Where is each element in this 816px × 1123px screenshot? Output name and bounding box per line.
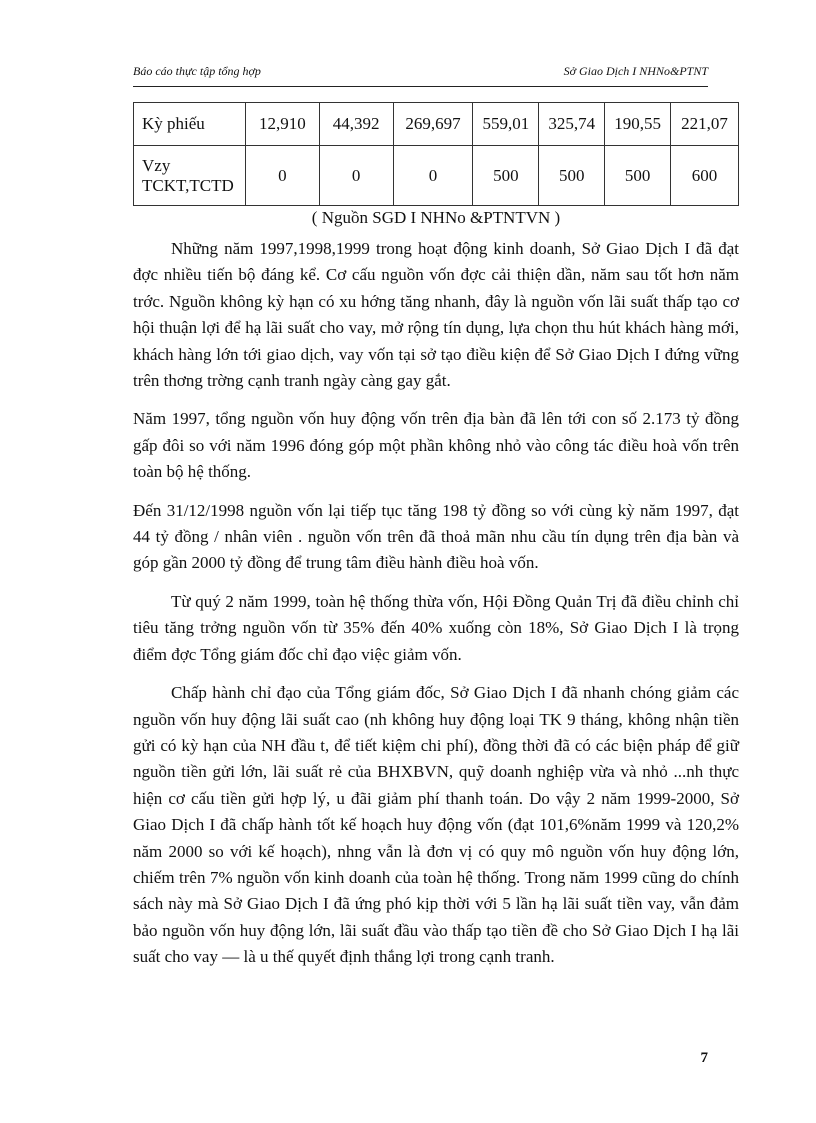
- row-label: Kỳ phiếu: [134, 103, 246, 146]
- table-cell: 0: [245, 146, 319, 206]
- table-cell: 12,910: [245, 103, 319, 146]
- paragraph: Từ quý 2 năm 1999, toàn hệ thống thừa vốn, Hội Đồng Quản Trị đã điều chỉnh chỉ tiêu tăng trởng nguồn vốn từ 35% đến 40% xuống còn 18%, Sở Giao Dịch I là trọng điểm đợc Tổng giám đốc chỉ đạo việc giảm vốn.: [133, 591, 739, 664]
- page-header: [133, 62, 708, 87]
- table-cell: 0: [319, 146, 393, 206]
- paragraph: Chấp hành chỉ đạo của Tổng giám đốc, Sở Giao Dịch I đã nhanh chóng giảm các nguồn vốn huy động lãi suất cao (nh không huy động loại TK 9 tháng, không nhận tiền gửi có kỳ hạn của NH đầu t, để tiết kiệm chi phí), đồng thời đã có các biện pháp để giữ nguồn tiền gửi lớn, lãi suất rẻ của BHXBVN, quỹ doanh nghiệp vừa và nhỏ ...nh thực hiện cơ cấu tiền gửi hợp lý, u đãi giảm phí thanh toán. Do vậy 2 năm 1999-2000, Sở Giao Dịch I đã chấp hành tốt kế hoạch huy động vốn (đạt 101,6%năm 1999 và 120,2% năm 2000 so với kế hoạch), nhng vẫn là đơn vị có quy mô nguồn vốn huy động lớn, chiếm trên 7% nguồn vốn kinh doanh của toàn hệ thống. Trong năm 1999 cũng do chính sách này mà Sở Giao Dịch I đã ứng phó kịp thời với 5 lần hạ lãi suất tiền vay, vẫn đảm bảo nguồn vốn huy động lớn, lãi suất đầu vào thấp tạo tiền đề cho Sở Giao Dịch I hạ lãi suất cho vay — là u thế quyết định thắng lợi trong cạnh tranh.: [133, 683, 739, 967]
- table-cell: 500: [539, 146, 605, 206]
- header-organization: Sở Giao Dịch I NHNo&PTNT: [563, 64, 708, 78]
- table-cell: 600: [671, 146, 739, 206]
- table-cell: 559,01: [473, 103, 539, 146]
- capital-table: [133, 102, 739, 206]
- table-cell: 0: [393, 146, 473, 206]
- table-cell: 325,74: [539, 103, 605, 146]
- paragraph: Những năm 1997,1998,1999 trong hoạt động kinh doanh, Sở Giao Dịch I đã đạt đợc nhiều tiến bộ đáng kể. Cơ cấu nguồn vốn đợc cải thiện dần, năm sau tốt hơn năm trớc. Nguồn không kỳ hạn có xu hớng tăng nhanh, đây là nguồn vốn lãi suất thấp tạo cơ hội thuận lợi để hạ lãi suất cho vay, mở rộng tín dụng, lựa chọn thu hút khách hàng mới, khách hàng lớn tới giao dịch, vay vốn tại sở tạo điều kiện để Sở Giao Dịch I đứng vững trên thơng trờng cạnh tranh ngày càng gay gắt.: [133, 239, 739, 391]
- header-report-title: Báo cáo thực tập tổng hợp: [133, 64, 261, 78]
- table-row: [134, 103, 739, 146]
- paragraph: Năm 1997, tổng nguồn vốn huy động vốn trên địa bàn đã lên tới con số 2.173 tỷ đồng gấp đôi so với năm 1996 đóng góp một phần không nhỏ vào công tác điều hoà vốn trên toàn bộ hệ thống.: [133, 409, 739, 482]
- table-cell: 500: [605, 146, 671, 206]
- table-row: [134, 146, 739, 206]
- table-cell: 500: [473, 146, 539, 206]
- table-cell: 269,697: [393, 103, 473, 146]
- table-cell: 44,392: [319, 103, 393, 146]
- body-text: [133, 236, 739, 983]
- table-cell: 221,07: [671, 103, 739, 146]
- row-label-line: Vzy: [142, 155, 171, 175]
- paragraph: Đến 31/12/1998 nguồn vốn lại tiếp tục tăng 198 tỷ đồng so với cùng kỳ năm 1997, đạt 44 tỷ đồng / nhân viên . nguồn vốn trên đã thoả mãn nhu cầu tín dụng trên địa bàn và góp gần 2000 tỷ đồng để trung tâm điều hành điều hoà vốn.: [133, 500, 739, 573]
- row-label: [134, 146, 246, 206]
- table-source-caption: ( Nguồn SGD I NHNo &PTNTVN ): [311, 208, 561, 227]
- page-number: 7: [700, 1050, 708, 1066]
- table-cell: 190,55: [605, 103, 671, 146]
- row-label-line: TCKT,TCTD: [142, 175, 234, 195]
